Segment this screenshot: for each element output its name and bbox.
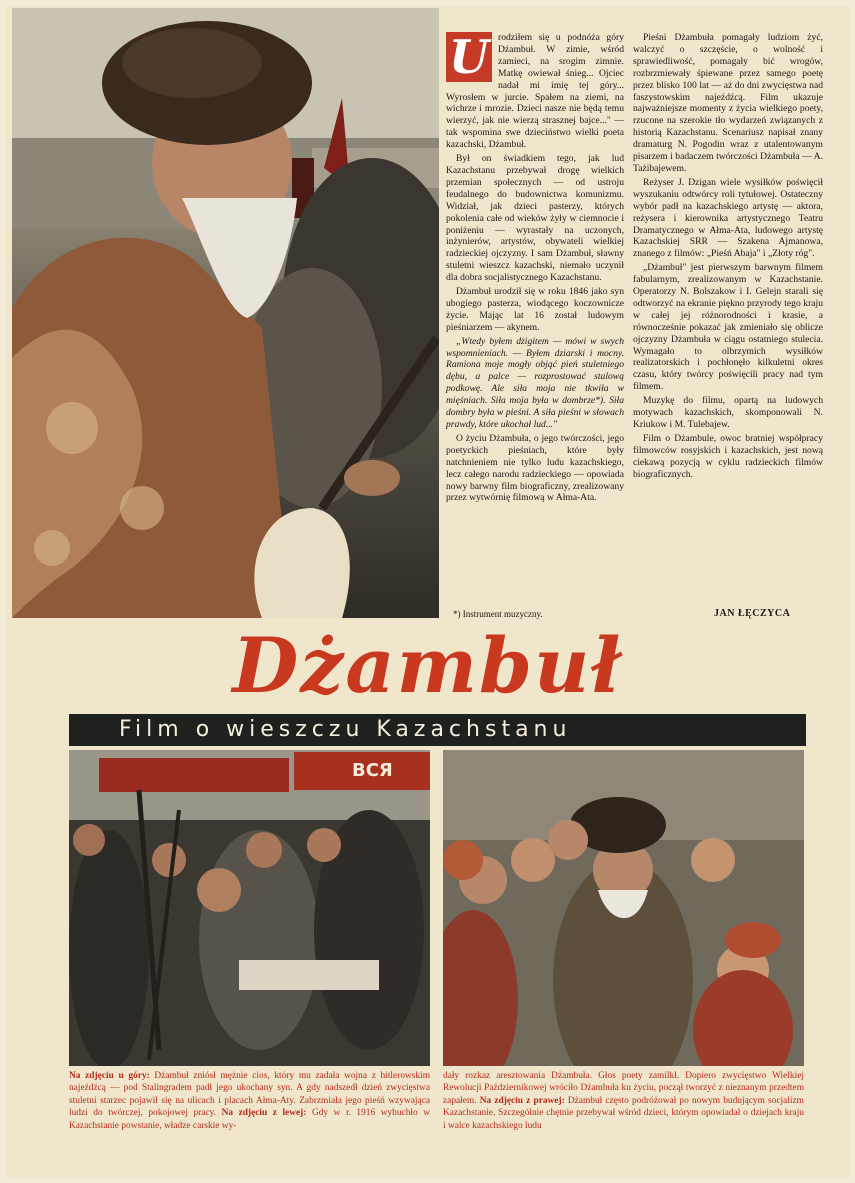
paragraph: Film o Dżambule, owoc bratniej współpracy filmowców rosyjskich i kazachskich, jest nową ciekawą pozycją w cyklu radzieckich filmów biograficznych. bbox=[633, 432, 823, 480]
banner-cyrillic-text: ВСЯ bbox=[352, 760, 393, 781]
article-column-2 bbox=[633, 32, 823, 483]
caption-label: Na zdjęciu z lewej: bbox=[221, 1108, 307, 1119]
paragraph: „Dżambuł" jest pierwszym barwnym filmem fabularnym, zrealizowanym w Kazachstanie. Operatorzy N. Bolszakow i I. Gelejn starali się odtworzyć na ekranie piękno przyrody tego kraju w całej jej różnorodności i krasie, a równocześnie pokazać jak zmieniało się oblicze ojczyzny Dżambuła w ciągu ostatniego stulecia. Wymagało to olbrzymich wysiłków realizatorskich i pochłonęło kilkuletni okres czasu, który twórcy poświęcili pracy nad tym filmem. bbox=[633, 262, 823, 393]
paragraph: U rodziłem się u podnóża góry Dżambuł. W zimie, wśród zamieci, na srogim zimnie. Matkę owiewał śnieg... Ojciec nadał mi imię tej góry... Wyrosłem w jurcie. Spałem na ziemi, na wichrze i mrozie. Dzieci nasze nie będą temu wierzyć, jak nie wierzą strasznej bajce..." — tak wspomina swe dzieciństwo wielki poeta kazachski, Dżambuł. bbox=[446, 30, 624, 151]
paragraph: O życiu Dżambuła, o jego twórczości, jego poetyckich pieśniach, które były natchnieniem nie tylko ludu kazachskiego, lecz całego narodu radzieckiego — opowiada nowy barwny film biograficzny, zrealizowany przez wytwórnię filmową w Ałma-Ata. bbox=[446, 432, 624, 504]
paragraph: Reżyser J. Dzigan wiele wysiłków poświęcił wyszukaniu odtwórcy roli tytułowej. Ostateczny wybór padł na kazachskiego artystę — aktora, reżysera i kierownika artystycznego Teatru Dramatycznego w Ałma-Ata, ludowego artystę Kazachskiej SRR — Szakena Ajmanowa, znanego z filmów: „Pieśń Abaja" i „Złoty róg". bbox=[633, 176, 823, 260]
photo-uprising-scene bbox=[69, 750, 430, 1066]
article-title: Dżambuł bbox=[232, 621, 623, 710]
paragraph: Pieśni Dżambuła pomagały ludziom żyć, walczyć o szczęście, o wolność i sprawiedliwość, pomagały bić wrogów, rozbrzmiewały śpiewane przez samego poetę przez blisko 100 lat — aż do dni zwycięstwa nad faszystowskim najeźdźcą. Film ukazuje najważniejsze momenty z życia wielkiego poety, rzucone na szerokie tło wydarzeń związanych z historią Kazachstanu. Scenariusz napisał znany dramaturg N. Pogodin wraz z utalentowanym pisarzem i badaczem twórczości Dżambuła — A. Tażibajewem. bbox=[633, 32, 823, 174]
article-column-1 bbox=[446, 32, 624, 506]
magazine-page bbox=[6, 6, 849, 1177]
caption-label: Na zdjęciu u góry: bbox=[69, 1071, 150, 1081]
paragraph: Muzykę do filmu, opartą na ludowych motywach kazachskich, skomponowali N. Kriukow i M. Tulebajew. bbox=[633, 395, 823, 430]
caption-label: Na zdjęciu z prawej: bbox=[479, 1095, 565, 1106]
paragraph: Był on świadkiem tego, jak lud Kazachstanu przebywał drogę wielkich przemian społecznych — od ustroju feudalnego do budownictwa komunizmu. Widział, jak dzieci pasterzy, których pokolenia całe od wieków żyły w ciemnocie i poniżeniu — wyrastały na uczonych, inżynierów, artystów, obywateli wielkiej radzieckiej ojczyzny. I sam Dżambuł, sławny stuletni wieszcz kazachski, niemało uczynił dla dobra socjalistycznego Kazachstanu. bbox=[446, 153, 624, 284]
paragraph: Dżambuł urodził się w roku 1846 jako syn ubogiego pasterza, wiodącego koczownicze życie. Mając lat 16 został ludowym pieśniarzem — akynem. bbox=[446, 286, 624, 333]
caption-left: Na zdjęciu u góry: Dżambuł zniósł mężnie cios, który mu zadała wojna z hitlerowskim najeźdźcą — pod Stalingradem padł jego ukochany syn. A gdy nadszedł dzień zwycięstwa stuletni starzec pojawił się na ulicach i placach Ałma-Aty. Zabrzmiała jego pieśń wzywająca ludzi do twórczej, pokojowej pracy. Na zdjęciu z lewej: Gdy w r. 1916 wybuchło w Kazachstanie powstanie, władze carskie wy- bbox=[69, 1071, 431, 1131]
photo-poet-with-children bbox=[443, 750, 804, 1066]
footnote: *) Instrument muzyczny. bbox=[453, 609, 543, 619]
author-byline: JAN ŁĘCZYCA bbox=[714, 608, 791, 619]
paragraph: „Wtedy byłem dżigitem — mówi w swych wspomnieniach. — Byłem dziarski i mocny. Ramiona moje mogły objąć pień stuletniego dębu, a palce — rozprostować stalową podkowę. Ale siła moja nie tkwiła w mięśniach. Siła moja była w dombrze*). Siła dombry była w pieśni. A siła pieśni w słowach prawdy, które ukochał lud..." bbox=[446, 335, 624, 430]
subtitle-banner: Film o wieszczu Kazachstanu bbox=[69, 714, 806, 746]
photo-dzambul-portrait bbox=[12, 8, 439, 618]
caption-right: dały rozkaz aresztowania Dżambuła. Głos poety zamilkł. Dopiero zwycięstwo Wielkiej Rewolucji Październikowej wróciło Dżambuła ku życiu, począł tworzyć z nieznanym przedtem zapałem. Na zdjęciu z prawej: Dżambuł często podróżował po nowym budującym socjalizm Kazachstanie. Szczególnie chętnie przebywał wśród dzieci, którym opowiadał o dziejach kraju i walce kazachskiego ludu bbox=[443, 1071, 804, 1131]
dropcap-letter: U bbox=[446, 32, 492, 82]
